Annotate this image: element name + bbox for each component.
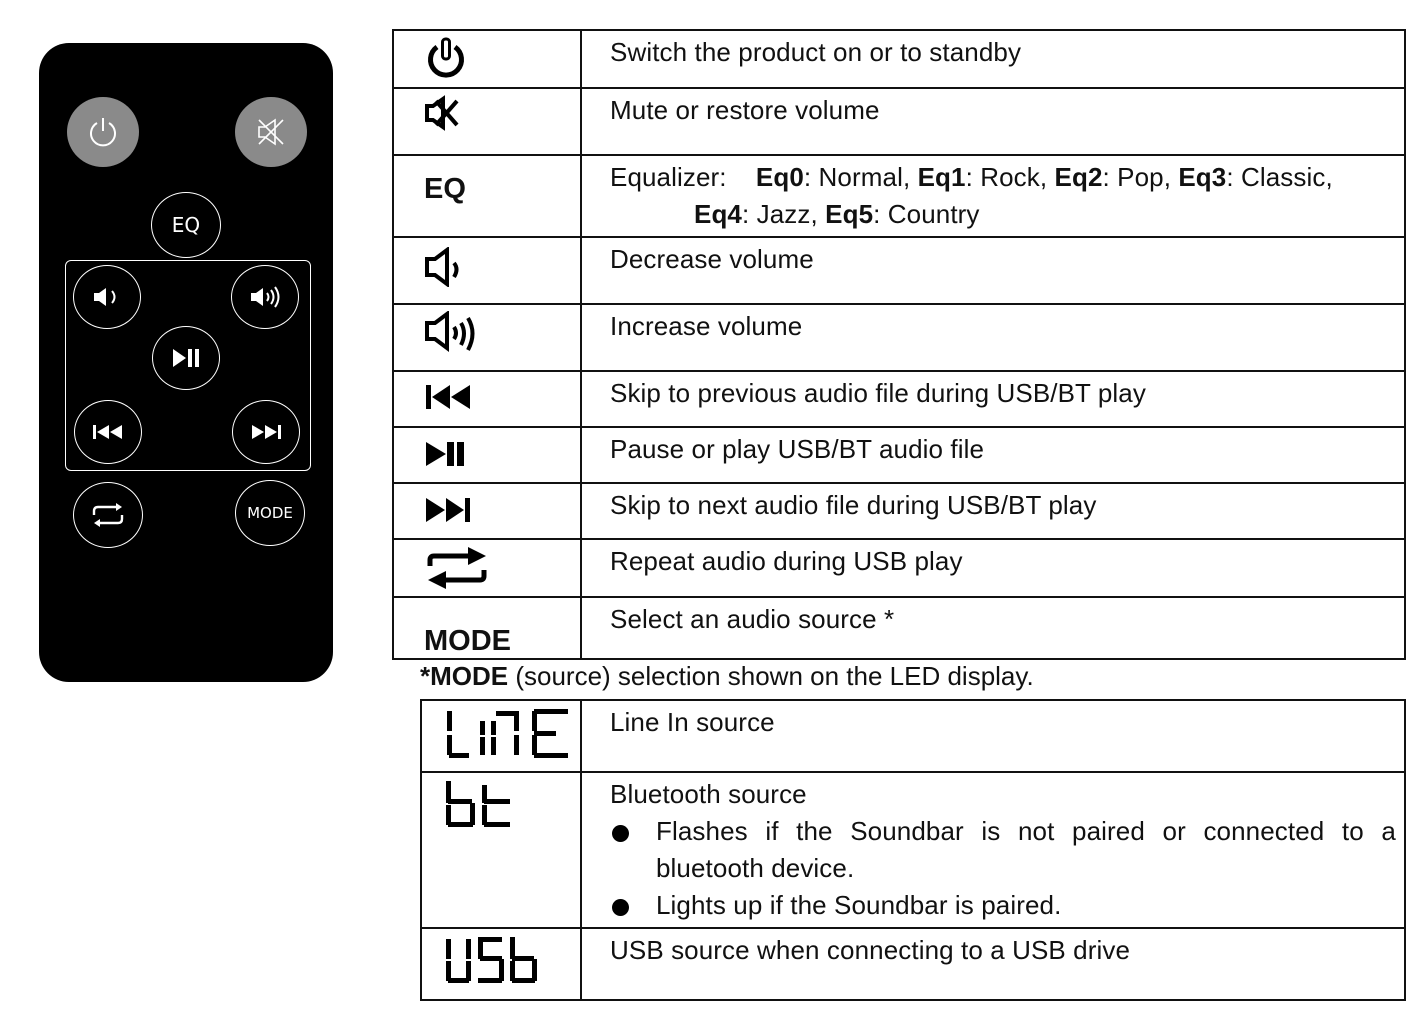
function-description: Decrease volume xyxy=(581,237,1405,304)
next-icon xyxy=(249,423,283,441)
table-row xyxy=(393,427,1405,483)
led-line-icon xyxy=(444,707,572,759)
list-item: Lights up if the Soundbar is paired. xyxy=(610,887,1396,924)
eq-preset-code: Eq3 xyxy=(1178,162,1227,192)
remote-eq-button[interactable] xyxy=(151,192,221,258)
led-display-bt xyxy=(422,773,580,829)
remote-volume-up-button[interactable] xyxy=(231,265,299,329)
function-description: Repeat audio during USB play xyxy=(581,539,1405,597)
eq-preset-name: : Jazz, xyxy=(741,199,826,229)
table-row xyxy=(393,155,1405,237)
table-row xyxy=(393,30,1405,88)
power-icon xyxy=(86,115,120,149)
bluetooth-title: Bluetooth source xyxy=(610,779,807,809)
list-item: Flashes if the Soundbar is not paired or connected to a bluetooth device. xyxy=(610,813,1396,887)
eq-button-label: EQ xyxy=(171,213,201,237)
eq-preset-name: : Pop, xyxy=(1102,162,1179,192)
eq-preset-name: : Classic, xyxy=(1226,162,1333,192)
mode-display-table xyxy=(420,699,1406,1001)
eq-preset-code: Eq2 xyxy=(1054,162,1103,192)
power-icon xyxy=(424,37,468,81)
volume-down-icon xyxy=(424,247,474,287)
table-row xyxy=(393,371,1405,427)
mode-description: USB source when connecting to a USB drive xyxy=(581,928,1405,1000)
eq-preset-code: Eq4 xyxy=(694,199,742,229)
equalizer-description xyxy=(581,155,1405,237)
previous-icon xyxy=(424,383,472,411)
function-description: Pause or play USB/BT audio file xyxy=(581,427,1405,483)
function-description: Select an audio source * xyxy=(581,597,1405,659)
led-bt-icon xyxy=(444,779,514,829)
table-row xyxy=(393,539,1405,597)
table-row xyxy=(393,483,1405,539)
equalizer-line-2 xyxy=(610,196,1396,233)
repeat-icon xyxy=(424,544,490,592)
previous-icon xyxy=(91,423,125,441)
eq-label: EQ xyxy=(424,172,466,205)
table-row xyxy=(421,772,1405,928)
volume-up-icon xyxy=(248,285,282,309)
eq-preset-code: Eq0 xyxy=(755,162,804,192)
mode-description: Line In source xyxy=(581,700,1405,772)
led-display-usb xyxy=(422,929,580,985)
remote-previous-button[interactable] xyxy=(74,400,142,464)
note-bold: MODE xyxy=(430,661,509,691)
mute-icon xyxy=(424,95,460,131)
remote-next-button[interactable] xyxy=(232,400,300,464)
remote-control xyxy=(39,43,333,682)
mute-icon xyxy=(253,115,289,149)
note-prefix: * xyxy=(420,661,431,691)
eq-preset-code: Eq5 xyxy=(825,199,874,229)
function-description: Increase volume xyxy=(581,304,1405,371)
play-pause-icon xyxy=(170,347,202,369)
table-row xyxy=(421,928,1405,1000)
table-row xyxy=(393,304,1405,371)
eq-preset-name: : Rock, xyxy=(965,162,1055,192)
table-row xyxy=(421,700,1405,772)
mode-button-label: MODE xyxy=(247,504,293,522)
equalizer-line-1 xyxy=(610,159,1396,196)
function-description: Skip to next audio file during USB/BT play xyxy=(581,483,1405,539)
button-function-table xyxy=(392,29,1406,660)
table-row xyxy=(393,597,1405,659)
remote-repeat-button[interactable] xyxy=(73,482,143,548)
note-text: (source) selection shown on the LED display. xyxy=(508,661,1034,691)
next-icon xyxy=(424,496,472,524)
remote-mute-button[interactable] xyxy=(235,97,307,167)
mode-label: MODE xyxy=(424,625,511,657)
remote-play-pause-button[interactable] xyxy=(152,326,220,390)
equalizer-prefix: Equalizer: xyxy=(610,162,727,192)
table-row xyxy=(393,88,1405,155)
eq-preset-name: : Country xyxy=(873,199,980,229)
function-description: Mute or restore volume xyxy=(581,88,1405,155)
eq-preset-code: Eq1 xyxy=(917,162,966,192)
table-row xyxy=(393,237,1405,304)
eq-preset-name: : Normal, xyxy=(803,162,918,192)
remote-mode-button[interactable] xyxy=(235,480,305,546)
function-description: Switch the product on or to standby xyxy=(581,30,1405,88)
volume-up-icon xyxy=(424,311,492,353)
remote-volume-down-button[interactable] xyxy=(73,265,141,329)
remote-power-button[interactable] xyxy=(67,97,139,167)
volume-down-icon xyxy=(90,286,124,308)
mode-description xyxy=(581,772,1405,928)
mode-note xyxy=(420,658,1034,695)
bluetooth-bullets xyxy=(610,813,1396,924)
repeat-icon xyxy=(88,501,128,529)
led-display-line xyxy=(422,701,580,759)
function-description: Skip to previous audio file during USB/BT play xyxy=(581,371,1405,427)
play-pause-icon xyxy=(424,440,468,468)
led-usb-icon xyxy=(444,935,540,985)
